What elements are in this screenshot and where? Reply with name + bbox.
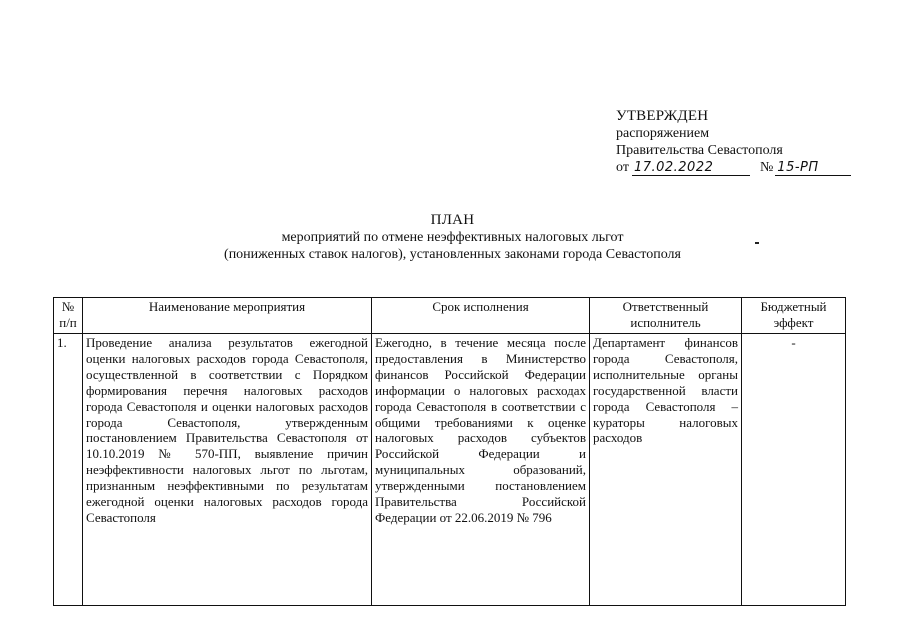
approval-block: [616, 108, 851, 176]
plan-table: [53, 297, 846, 606]
date-prefix: от: [616, 160, 629, 175]
row-num: 1.: [54, 334, 83, 606]
table-header-row: [54, 298, 846, 334]
number-prefix: №: [759, 160, 774, 175]
number-field: [775, 160, 851, 176]
row-executor: Департамент финансов города Севастополя, исполнительные органы государственной власти города Севастополя – кураторы налоговых расходов: [590, 334, 742, 606]
approval-line-2: Правительства Севастополя: [616, 143, 783, 158]
handwritten-date: 17.02.2022: [633, 160, 714, 175]
table-row: [54, 334, 846, 606]
header-num: № п/п: [54, 298, 83, 334]
approval-date-number-row: [616, 159, 851, 176]
row-effect: -: [742, 334, 846, 606]
row-name: Проведение анализа результатов ежегодной оценки налоговых расходов города Севастополя, осуществленной в соответствии с Порядком формирования перечня налоговых расходов города Севастополя и оценки налоговых расходов города Севастополя, утвержденным постановлением Правительства Севастополя от 10.10.2019 № 570-ПП, выявление причин неэффективности налоговых льгот по льготам, признанным неэффективными по результатам ежегодной оценки налоговых расходов города Севастополя: [83, 334, 372, 606]
header-deadline: Срок исполнения: [372, 298, 590, 334]
approval-title: УТВЕРЖДЕН: [616, 108, 709, 124]
plan-subtitle-line-2: (пониженных ставок налогов), установленных законами города Севастополя: [224, 247, 681, 262]
header-executor: Ответственный исполнитель: [590, 298, 742, 334]
date-field: [632, 160, 750, 176]
scan-speck: [755, 242, 759, 244]
plan-heading: [0, 212, 905, 263]
plan-title: ПЛАН: [430, 212, 475, 228]
row-deadline: Ежегодно, в течение месяца после предоставления в Министерство финансов Российской Федерации информации о налоговых расходах города Севастополя в соответствии с общими требованиями к оценке налоговых расходов субъектов Российской Федерации и муниципальных образований, утвержденными постановлением Правительства Российской Федерации от 22.06.2019 № 796: [372, 334, 590, 606]
header-effect: Бюджетный эффект: [742, 298, 846, 334]
plan-subtitle-line-1: мероприятий по отмене неэффективных налоговых льгот: [281, 230, 624, 245]
header-name: Наименование мероприятия: [83, 298, 372, 334]
handwritten-number: 15-РП: [777, 160, 819, 175]
approval-line-1: распоряжением: [616, 126, 710, 141]
